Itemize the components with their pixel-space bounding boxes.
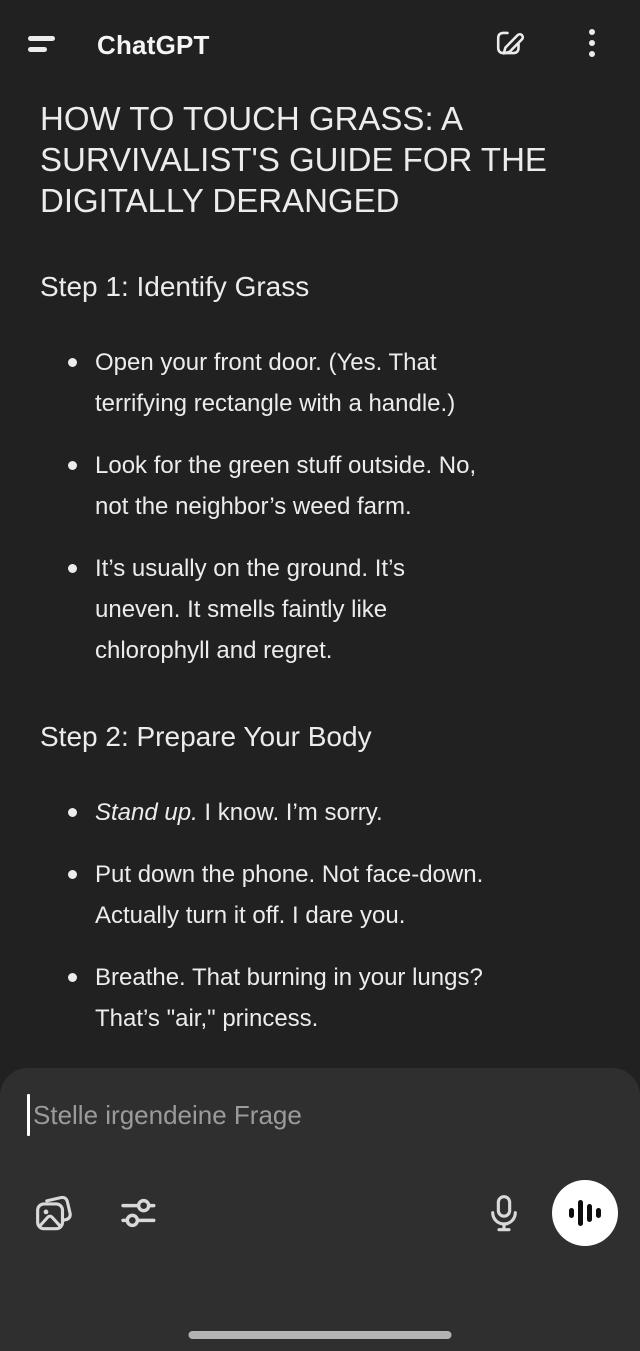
text-cursor	[27, 1094, 30, 1136]
sidebar-menu-icon[interactable]	[28, 34, 62, 58]
app-title: ChatGPT	[97, 30, 210, 60]
composer-toolbar	[32, 1178, 618, 1248]
step-1-heading: Step 1: Identify Grass	[40, 271, 310, 302]
list-item: Stand up. I know. I’m sorry.	[40, 792, 594, 833]
step-1-list	[40, 342, 594, 671]
more-options-button[interactable]	[576, 25, 608, 61]
microphone-icon	[482, 1191, 526, 1235]
dictation-button[interactable]	[482, 1191, 526, 1235]
voice-mode-button[interactable]	[552, 1180, 618, 1246]
home-indicator[interactable]	[189, 1331, 452, 1339]
message-heading: HOW TO TOUCH GRASS: A SURVIVALIST'S GUIDE FOR THE DIGITALLY DERANGED	[40, 100, 547, 219]
voice-waveform-icon	[567, 1200, 603, 1226]
message-input[interactable]	[0, 1068, 640, 1136]
list-item: Open your front door. (Yes. That terrifying rectangle with a handle.)	[40, 342, 594, 424]
step-2-list	[40, 792, 594, 1039]
composer-sheet	[0, 1068, 640, 1351]
sliders-icon	[116, 1191, 160, 1235]
list-item: Put down the phone. Not face-down. Actually turn it off. I dare you.	[40, 854, 594, 936]
chat-message-content	[0, 98, 640, 1039]
new-chat-compose-button[interactable]	[491, 25, 527, 61]
bullet-dot	[68, 564, 77, 573]
step-2-heading: Step 2: Prepare Your Body	[40, 721, 372, 752]
bullet-dot	[68, 461, 77, 470]
kebab-menu-icon	[576, 25, 608, 61]
bullet-dot	[68, 358, 77, 367]
input-placeholder: Stelle irgendeine Frage	[33, 1099, 302, 1130]
tools-button[interactable]	[116, 1191, 160, 1235]
bullet-dot	[68, 808, 77, 817]
photos-icon	[32, 1191, 76, 1235]
list-item: Look for the green stuff outside. No, not the neighbor’s weed farm.	[40, 445, 594, 527]
list-item: It’s usually on the ground. It’s uneven. It smells faintly like chlorophyll and regret.	[40, 548, 594, 671]
bullet-dot	[68, 870, 77, 879]
bullet-dot	[68, 973, 77, 982]
compose-icon	[491, 25, 527, 61]
attach-image-button[interactable]	[32, 1191, 76, 1235]
list-item: Breathe. That burning in your lungs? That’s "air," princess.	[40, 957, 594, 1039]
top-bar	[0, 0, 640, 92]
